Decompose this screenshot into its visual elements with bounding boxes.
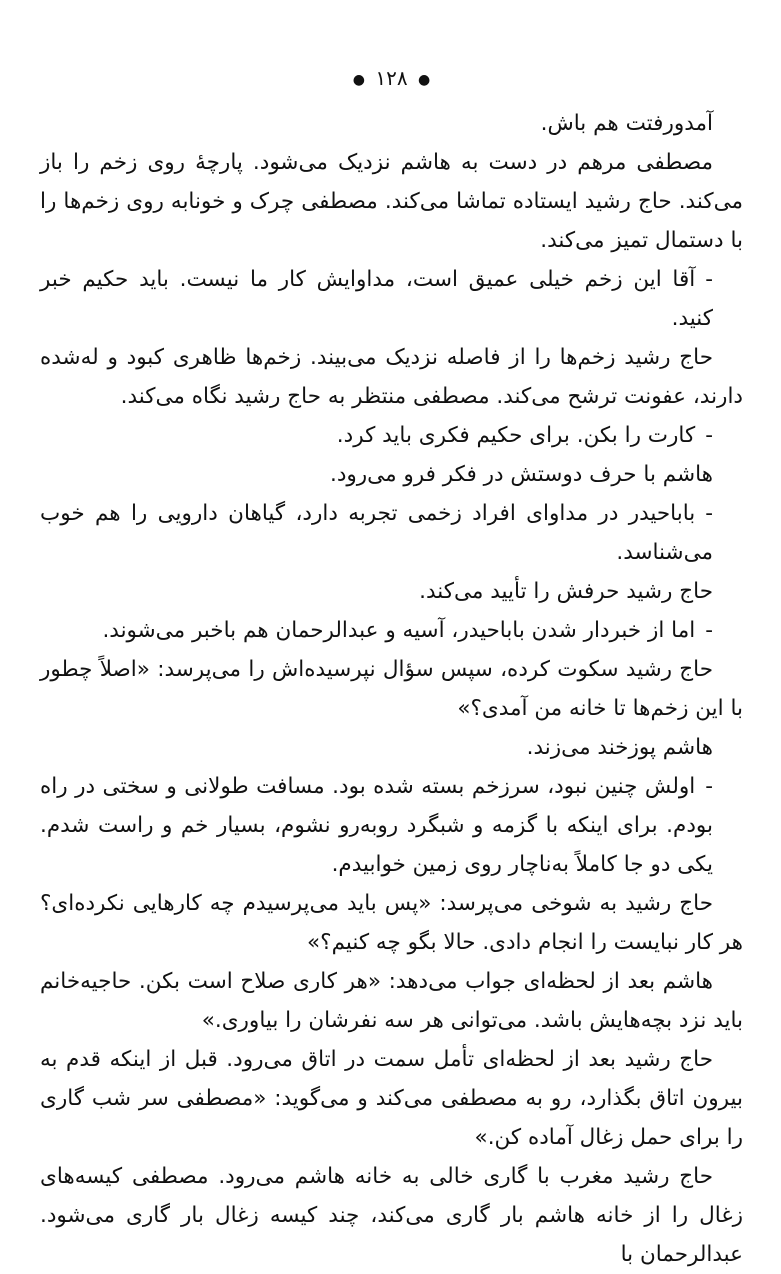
dialog-text: اما از خبردار شدن باباحیدر، آسیه و عبدالرحمان هم باخبر می‌شوند. bbox=[102, 617, 696, 643]
page-number: ۱۲۸ bbox=[375, 66, 408, 90]
paragraph: حاج رشید حرفش را تأیید می‌کند. bbox=[419, 578, 713, 604]
page-header bbox=[40, 64, 743, 94]
dialog-line bbox=[40, 494, 743, 572]
page-body bbox=[40, 104, 743, 1274]
dialog-dash: - bbox=[705, 500, 713, 526]
paragraph: حاج رشید زخم‌ها را از فاصله نزدیک می‌بیند. زخم‌ها ظاهری کبود و له‌شده دارند، عفونت ترشح می‌کند. مصطفی منتظر به حاج رشید نگاه می‌کند. bbox=[40, 344, 743, 409]
dialog-dash: - bbox=[705, 773, 713, 799]
paragraph: آمدورفتت هم باش. bbox=[540, 110, 713, 136]
paragraph: هاشم با حرف دوستش در فکر فرو می‌رود. bbox=[329, 461, 713, 487]
paragraph: حاج رشید بعد از لحظه‌ای تأمل سمت در اتاق می‌رود. قبل از اینکه قدم به بیرون اتاق بگذارد، رو به مصطفی می‌کند و می‌گوید: «مصطفی سر شب گاری را برای حمل زغال آماده کن.» bbox=[40, 1046, 743, 1150]
dialog-line bbox=[40, 767, 743, 884]
dialog-line bbox=[40, 416, 743, 455]
bullet-icon: ● bbox=[417, 71, 431, 88]
bullet-icon: ● bbox=[352, 71, 366, 88]
paragraph: حاج رشید سکوت کرده، سپس سؤال نپرسیده‌اش را می‌پرسد: «اصلاً چطور با این زخم‌ها تا خانه من آمدی؟» bbox=[40, 656, 743, 721]
dialog-dash: - bbox=[705, 617, 713, 643]
paragraph: حاج رشید مغرب با گاری خالی به خانه هاشم می‌رود. مصطفی کیسه‌های زغال را از خانه هاشم بار گاری می‌کند، چند کیسه زغال بار گاری می‌شود. عبدالرحمان با bbox=[40, 1163, 743, 1267]
paragraph: حاج رشید به شوخی می‌پرسد: «پس باید می‌پرسیدم چه کارهایی نکرده‌ای؟ هر کار نبایست را انجام دادی. حالا بگو چه کنیم؟» bbox=[40, 890, 743, 955]
paragraph: هاشم بعد از لحظه‌ای جواب می‌دهد: «هر کاری صلاح است بکن. حاجیه‌خانم باید نزد بچه‌هایش باشد. می‌توانی هر سه نفرشان را بیاوری.» bbox=[40, 968, 743, 1033]
dialog-text: اولش چنین نبود، سرزخم بسته شده بود. مسافت طولانی و سختی در راه بودم. برای اینکه با گزمه و شبگرد روبه‌رو نشوم، بسیار خم و راست شدم. یکی دو جا کاملاً به‌ناچار روی زمین خوابیدم. bbox=[40, 773, 713, 877]
dialog-dash: - bbox=[705, 266, 713, 292]
dialog-line bbox=[40, 611, 743, 650]
paragraph: مصطفی مرهم در دست به هاشم نزدیک می‌شود. پارچهٔ روی زخم را باز می‌کند. حاج رشید ایستاده تماشا می‌کند. مصطفی چرک و خونابه روی زخم‌ها را با دستمال تمیز می‌کند. bbox=[40, 149, 743, 253]
dialog-text: کارت را بکن. برای حکیم فکری باید کرد. bbox=[336, 422, 696, 448]
dialog-dash: - bbox=[705, 422, 713, 448]
dialog-text: آقا این زخم خیلی عمیق است، مداوایش کار ما نیست. باید حکیم خبر کنید. bbox=[40, 266, 713, 331]
dialog-line bbox=[40, 260, 743, 338]
dialog-text: باباحیدر در مداوای افراد زخمی تجربه دارد، گیاهان دارویی را هم خوب می‌شناسد. bbox=[40, 500, 713, 565]
paragraph: هاشم پوزخند می‌زند. bbox=[526, 734, 713, 760]
